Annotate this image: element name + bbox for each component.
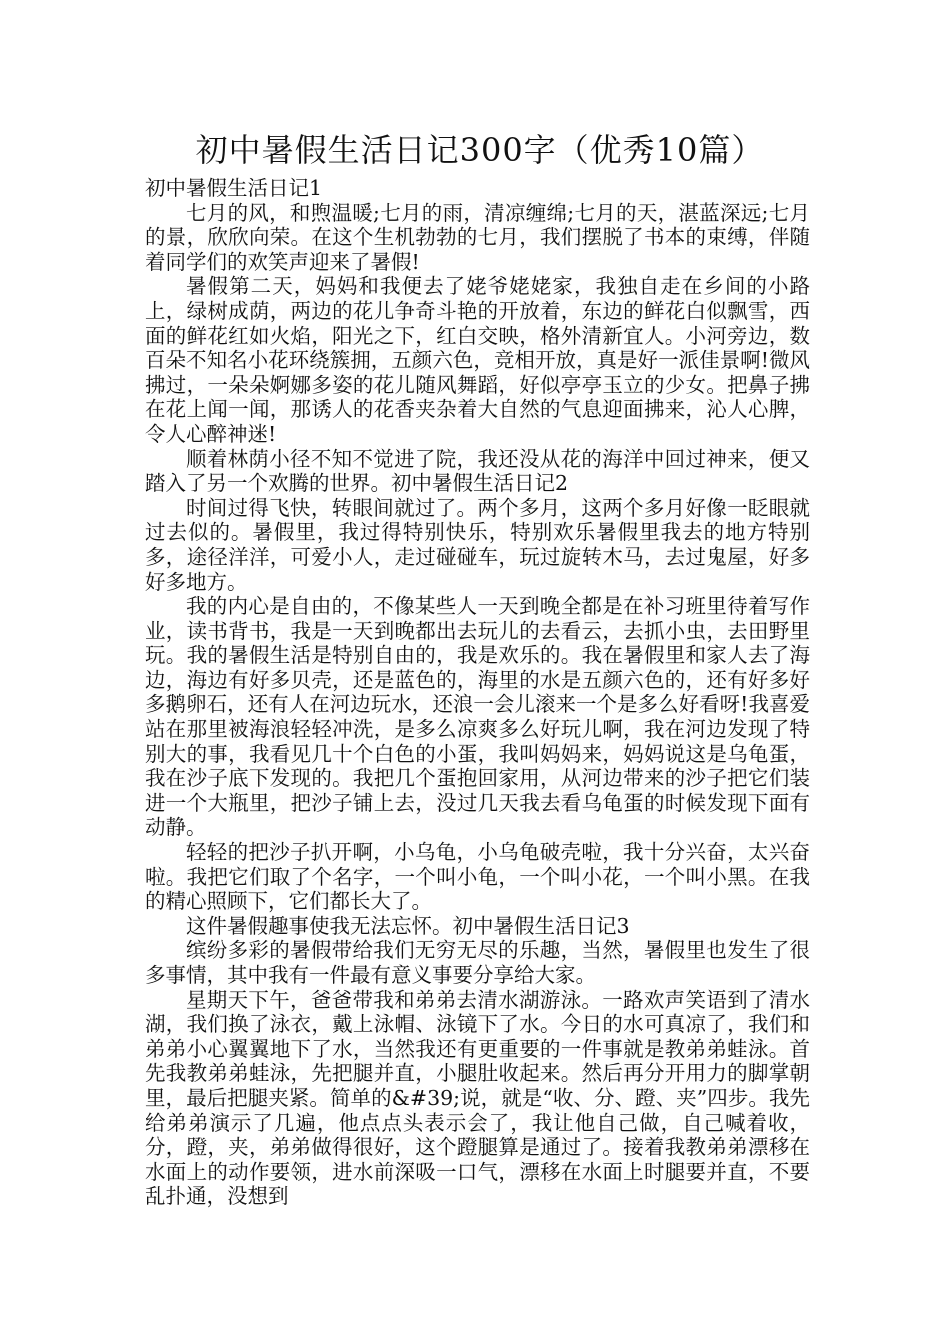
paragraph: 这件暑假趣事使我无法忘怀。初中暑假生活日记3: [186, 913, 630, 938]
paragraph: 时间过得飞快，转眼间就过了。两个多月，这两个多月好像一眨眼就过去似的。暑假里，我过得特别快乐，特别欢乐暑假里我去的地方特别多，途径洋洋，可爱小人，走过碰碰车，玩过旋转木马，去过鬼屋，好多好多地方。: [145, 495, 810, 594]
paragraph: 轻轻的把沙子扒开啊，小乌龟，小乌龟破壳啦，我十分兴奋，太兴奋啦。我把它们取了个名字，一个叫小龟，一个叫小花，一个叫小黑。在我的精心照顾下，它们都长大了。: [145, 840, 810, 914]
paragraph: 我的内心是自由的，不像某些人一天到晚全都是在补习班里待着写作业，读书背书，我是一天到晚都出去玩儿的去看云，去抓小虫，去田野里玩。我的暑假生活是特别自由的，我是欢乐的。我在暑假里和家人去了海边，海边有好多贝壳，还是蓝色的，海里的水是五颜六色的，还有好多好多鹅卵石，还有人在河边玩水，还浪一会儿滚来一个是多么好看呀!我喜爱站在那里被海浪轻轻冲洗，是多么凉爽多么好玩儿啊，我在河边发现了特别大的事，我看见几十个白色的小蛋，我叫妈妈来，妈妈说这是乌龟蛋，我在沙子底下发现的。我把几个蛋抱回家用，从河边带来的沙子把它们装进一个大瓶里，把沙子铺上去，没过几天我去看乌龟蛋的时候发现下面有动静。: [145, 594, 810, 840]
section-heading: 初中暑假生活日记1: [145, 176, 323, 200]
paragraph: 星期天下午，爸爸带我和弟弟去清水湖游泳。一路欢声笑语到了清水湖，我们换了泳衣，戴上泳帽、泳镜下了水。今日的水可真凉了，我们和弟弟小心翼翼地下了水，当然我还有更重要的一件事就是教弟弟蛙泳。首先我教弟弟蛙泳，先把腿并直，小腿肚收起来。然后再分开用力的脚掌朝里，最后把腿夹紧。简单的&#39;说，就是“收、分、蹬、夹”四步。我先给弟弟演示了几遍，他点点头表示会了，我让他自己做，自己喊着收，分，蹬，夹，弟弟做得很好，这个蹬腿算是通过了。接着我教弟弟漂移在水面上的动作要领，进水前深吸一口气，漂移在水面上时腿要并直，不要乱扑通，没想到: [145, 987, 810, 1209]
paragraph: 暑假第二天，妈妈和我便去了姥爷姥姥家，我独自走在乡间的小路上，绿树成荫，两边的花儿争奇斗艳的开放着，东边的鲜花白似飘雪，西面的鲜花红如火焰，阳光之下，红白交映，格外清新宜人。小河旁边，数百朵不知名小花环绕簇拥，五颜六色，竞相开放，真是好一派佳景啊!微风拂过，一朵朵婀娜多姿的花儿随风舞蹈，好似亭亭玉立的少女。把鼻子拂在花上闻一闻，那诱人的花香夹杂着大自然的气息迎面拂来，沁人心脾，令人心醉神迷!: [145, 274, 810, 446]
document-body: [145, 176, 810, 1209]
paragraph: 顺着林荫小径不知不觉进了院，我还没从花的海洋中回过神来，便又踏入了另一个欢腾的世界。初中暑假生活日记2: [145, 446, 810, 496]
paragraph: 七月的风，和煦温暖;七月的雨，清凉缠绵;七月的天，湛蓝深远;七月的景，欣欣向荣。在这个生机勃勃的七月，我们摆脱了书本的束缚，伴随着同学们的欢笑声迎来了暑假!: [145, 200, 810, 274]
paragraph: 缤纷多彩的暑假带给我们无穷无尽的乐趣，当然，暑假里也发生了很多事情，其中我有一件最有意义事要分享给大家。: [145, 938, 810, 987]
document-title: 初中暑假生活日记300字（优秀10篇）: [195, 131, 765, 169]
